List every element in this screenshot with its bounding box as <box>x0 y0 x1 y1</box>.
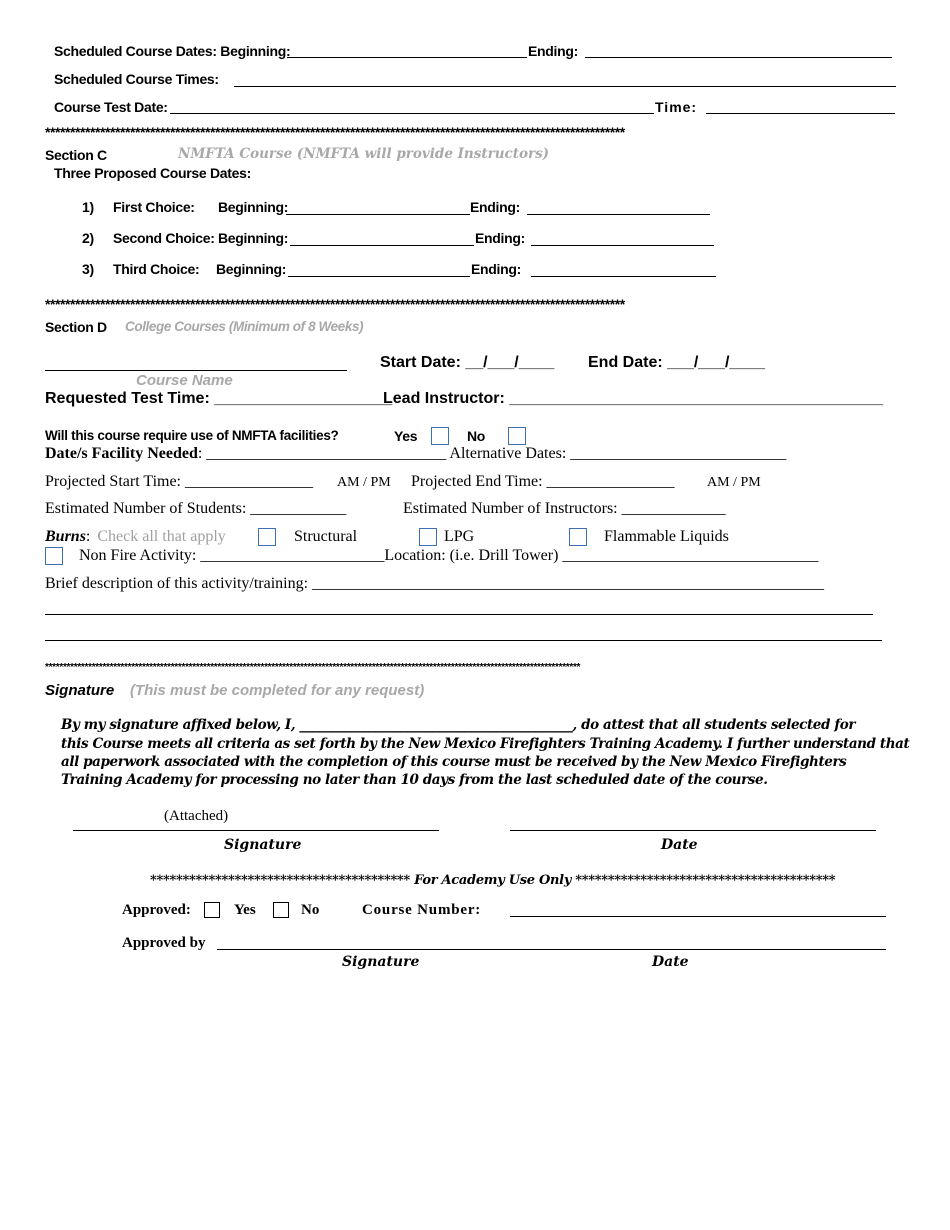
choice-1-number: 1) <box>82 199 94 215</box>
attached-note: (Attached) <box>164 808 229 824</box>
approved-yes-label: Yes <box>234 902 256 918</box>
attest-line-3: all paperwork associated with the completion of this course must be received by the New Mexico Firefighters <box>61 754 847 770</box>
burns-row <box>45 528 226 546</box>
choice-1-label: First Choice: <box>113 199 195 215</box>
course-test-date-label: Course Test Date: <box>54 99 168 115</box>
facilities-yes-label: Yes <box>394 428 418 444</box>
separator-stars: ******************************************************************************************************************** <box>45 296 625 312</box>
facilities-question: Will this course require use of NMFTA facilities? <box>45 428 339 443</box>
non-fire-location-field[interactable]: Non Fire Activity: _______________________Location: (i.e. Drill Tower) ________________________________ <box>79 547 819 564</box>
course-test-time-label: Time: <box>655 99 698 115</box>
requester-signature-field[interactable] <box>73 830 439 831</box>
burns-label: Burns <box>45 528 86 545</box>
attest-line-4: Training Academy for processing no later than 10 days from the last scheduled date of the course. <box>61 772 768 788</box>
course-test-date-field[interactable] <box>170 113 654 114</box>
approved-yes-checkbox[interactable] <box>204 902 220 918</box>
projected-end-field[interactable]: Projected End Time: ________________ <box>411 473 675 490</box>
facility-needed-label: Date/s Facility Needed <box>45 445 198 462</box>
description-line-3[interactable] <box>45 640 882 641</box>
attest-line-2: this Course meets all criteria as set forth by the New Mexico Firefighters Training Academy. I further understand that <box>61 736 910 752</box>
requester-date-field[interactable] <box>510 830 876 831</box>
burns-colon: : <box>85 528 91 545</box>
approved-by-label: Approved by <box>122 935 206 951</box>
start-date-field[interactable]: Start Date: __/___/____ <box>380 354 555 371</box>
scheduled-ending-field[interactable] <box>585 57 892 58</box>
approved-label: Approved: <box>122 902 191 918</box>
course-number-label: Course Number: <box>362 902 482 918</box>
flammable-liquids-label: Flammable Liquids <box>604 528 729 545</box>
requester-signature-caption: Signature <box>224 837 302 853</box>
choice-2-number: 2) <box>82 230 94 246</box>
scheduled-beginning-field[interactable] <box>287 57 527 58</box>
choice-3-ending-label: Ending: <box>471 261 521 277</box>
facility-needed-field[interactable]: : ______________________________ Alternative Dates: ___________________________ <box>197 445 787 462</box>
course-number-field[interactable] <box>510 916 886 917</box>
choice-2-ending-label: Ending: <box>475 230 525 246</box>
separator-stars-small: ***************************************************************************************************************************************************** <box>45 662 581 673</box>
end-date-field[interactable]: End Date: ___/___/____ <box>588 354 765 371</box>
flammable-liquids-checkbox[interactable] <box>569 528 587 546</box>
lead-instructor-field[interactable]: Lead Instructor: __________________________________________ <box>383 390 883 407</box>
choice-1-ending-field[interactable] <box>527 214 710 215</box>
scheduled-times-label: Scheduled Course Times: <box>54 71 219 87</box>
choice-2-beginning-field[interactable] <box>290 245 474 246</box>
approved-no-label: No <box>301 902 320 918</box>
signature-section-subtitle: (This must be completed for any request) <box>130 682 425 699</box>
choice-2-beginning-label: Beginning: <box>218 230 289 246</box>
choice-3-label: Third Choice: <box>113 261 200 277</box>
lpg-checkbox[interactable] <box>419 528 437 546</box>
brief-description-field[interactable]: Brief description of this activity/training: ________________________________________________________________ <box>45 575 825 592</box>
projected-start-field[interactable]: Projected Start Time: ________________ <box>45 473 313 490</box>
est-students-field[interactable]: Estimated Number of Students: ____________ <box>45 500 347 517</box>
scheduled-times-field[interactable] <box>234 86 896 87</box>
facilities-no-label: No <box>467 428 486 444</box>
section-c-title: Section C <box>45 147 107 163</box>
approved-by-field[interactable] <box>217 949 886 950</box>
choice-1-beginning-label: Beginning: <box>218 199 289 215</box>
facilities-yes-checkbox[interactable] <box>431 427 449 445</box>
requested-test-time-field[interactable]: Requested Test Time: ____________________ <box>45 390 393 407</box>
choice-3-ending-field[interactable] <box>531 276 716 277</box>
choice-2-label: Second Choice: <box>113 230 215 246</box>
projected-start-ampm: AM / PM <box>337 475 391 490</box>
approved-by-signature-caption: Signature <box>342 954 420 970</box>
choice-1-beginning-field[interactable] <box>286 214 470 215</box>
requester-date-caption: Date <box>661 837 698 853</box>
proposed-dates-label: Three Proposed Course Dates: <box>54 165 251 181</box>
choice-3-number: 3) <box>82 261 94 277</box>
facility-needed-row <box>45 445 786 463</box>
separator-stars: ******************************************************************************************************************** <box>45 124 625 140</box>
attest-line-1: By my signature affixed below, I, ___________________________________________, do attest that all students selected for <box>61 717 856 733</box>
structural-label: Structural <box>294 528 358 545</box>
course-name-caption: Course Name <box>136 372 233 389</box>
approved-by-date-caption: Date <box>652 954 689 970</box>
choice-1-ending-label: Ending: <box>470 199 520 215</box>
course-name-field[interactable] <box>45 370 347 371</box>
academy-use-header: **************************************** For Academy Use Only **************************************** <box>150 873 836 888</box>
choice-3-beginning-field[interactable] <box>288 276 470 277</box>
projected-end-ampm: AM / PM <box>707 475 761 490</box>
facilities-no-checkbox[interactable] <box>508 427 526 445</box>
scheduled-ending-label: Ending: <box>528 43 578 59</box>
burns-hint: Check all that apply <box>97 528 226 545</box>
choice-2-ending-field[interactable] <box>531 245 714 246</box>
approved-no-checkbox[interactable] <box>273 902 289 918</box>
est-instructors-field[interactable]: Estimated Number of Instructors: _____________ <box>403 500 726 517</box>
non-fire-checkbox[interactable] <box>45 547 63 565</box>
section-d-title: Section D <box>45 319 107 335</box>
signature-section-title: Signature <box>45 682 115 699</box>
course-test-time-field[interactable] <box>706 113 895 114</box>
section-c-subtitle: NMFTA Course (NMFTA will provide Instructors) <box>178 146 550 162</box>
choice-3-beginning-label: Beginning: <box>216 261 287 277</box>
description-line-2[interactable] <box>45 614 873 615</box>
lpg-label: LPG <box>444 528 475 545</box>
section-d-subtitle: College Courses (Minimum of 8 Weeks) <box>125 319 364 334</box>
scheduled-dates-label: Scheduled Course Dates: Beginning: <box>54 43 291 59</box>
structural-checkbox[interactable] <box>258 528 276 546</box>
